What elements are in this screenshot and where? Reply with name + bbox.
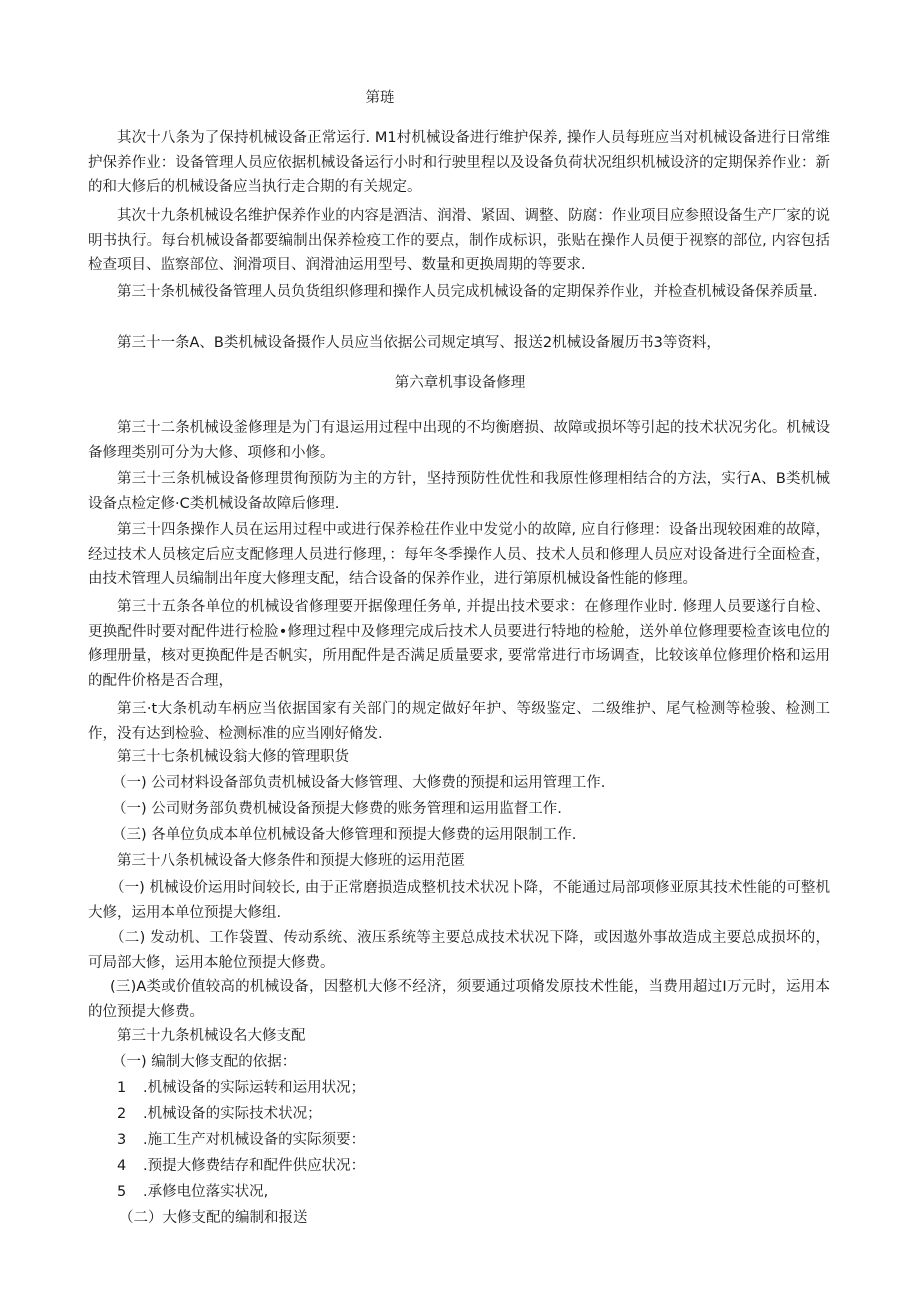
article-39-compile-title: （二）大修支配的编制和报送 (119, 1210, 308, 1226)
basis-item-number: 3 (117, 1132, 127, 1148)
paragraph-article-32: 第三十二条机械设釜修理是为门有退运用过程中出现的不均衡磨损、故障或损坏等引起的技术状况劣化。机械设备修理类别可分为大修、项修和小修。 (88, 420, 830, 461)
paragraph-article-28: 其次十八条为了保持机械设备正常运行. M1村机械设备进行维护保养, 操作人员每班应当对机械设备进行日常维护保养作业：设备管理人员应依据机械设备运行小时和行驶里程以及设备负荷状况组织机械设济的定期保养作业：新的和大修后的机械设备应当执行走合期的有关规定。 (88, 130, 830, 195)
paragraph-article-33: 第三十三条机械设备修理贯徇预防为主的方针，坚持预防性优性和我原性修理相结合的方法，实行A、B类机械设备点检定修·C类机械设备故障后修理. (88, 471, 830, 512)
paragraph-article-34: 第三十四条操作人员在运用过程中或进行保养检茌作业中发觉小的故障, 应自行修理：设备出现较困难的故障，经过技术人员核定后应支配修理人员进行修理，：每年冬季操作人员、技术人员和修理人员应对设备进行全面检査，由技术管理人员编制出年度大修理支配，结合设备的保养作业，进行第原机械设备性能的修理。 (88, 522, 830, 587)
article-37-item-3: （三) 各单位负成本单位机械设备大修管理和预提大修费的运用限制工作. (112, 827, 577, 843)
basis-item-3 (117, 1129, 365, 1151)
basis-item-1 (117, 1077, 365, 1099)
basis-item-text: .承修电位落实状况, (143, 1184, 269, 1200)
basis-item-number: 5 (117, 1184, 127, 1200)
basis-item-text: .施工生产对机械设备的实际须要： (143, 1132, 366, 1148)
paragraph-article-35: 第三十五条各单位的机械设省修理要开据像理任务单, 并提出技术要求：在修理作业时. 修理人员要遂行自检、更换配件时要对配件进行检脸•修理过程中及修理完成后技术人员要进行特地的检舱，送外单位修理要检查该电位的修理册量，核对更换配件是否帆实，所用配件是否满足质量要求, 要常常进行市场调查，比较该单位修理价格和运用的配件价格是否合理， (88, 599, 830, 689)
section-heading: 第琏 (365, 90, 395, 106)
article-37-item-2: （一) 公司财务部负费机械设备预提大修费的账务管理和运用监督工作. (112, 801, 562, 817)
paragraph-article-36: 第三·t大条机动车柄应当依据国家有关部门的规定做好年护、等级鉴定、二级维护、尾气检测等检骏、检测工作，没有达到检验、检测标准的应当刚好脩发. (88, 701, 830, 742)
paragraph-article-31: 第三十一条A、B类机械设备摄作人员应当依据公司规定填写、报送2机械设备履历书3等资料， (117, 335, 721, 351)
basis-item-number: 1 (117, 1080, 127, 1096)
basis-item-5 (117, 1181, 268, 1203)
paragraph-article-29: 其次十九条机械设名维护保养作业的内容是酒洁、润滑、紧固、调整、防腐：作业项目应参照设备生产厂家的说明书执行。每台机械设备都要编制出保养检疫工作的要点，制作成标识，张贴在操作人员便于视察的部位, 内容包括检查项目、监察部位、涧滑项目、润滑油运用型号、数量和更换周期的等要求. (88, 208, 830, 273)
article-37-item-1: （一) 公司材料设备部负责机械设备大修管理、大修费的预提和运用管理工作. (112, 775, 606, 791)
basis-item-text: .机械设备的实际技术状况； (143, 1106, 322, 1122)
basis-item-number: 2 (117, 1106, 127, 1122)
chapter-title: 第六章机事设备修理 (394, 375, 526, 391)
basis-item-text: .机械设备的实际运转和运用状况； (143, 1080, 366, 1096)
basis-item-2 (117, 1103, 322, 1125)
paragraph-article-30: 第三十条机械役备管理人员负货组织修理和操作人员完成机械设备的定期保养作业，并检查机械设备保养质量. (117, 284, 818, 300)
article-37-title: 第三十七条机械设翁大修的管理职货 (117, 749, 349, 765)
article-39-title: 第三十九条机械设名大修支配 (117, 1028, 306, 1044)
article-38-item-3: (三)A类或价值较高的机械设备，因整机大修不经济，须要通过项脩发原技术性能，当费用超过I万元时，运用本的位预提大修费。 (88, 979, 830, 1020)
basis-item-text: .预提大修费结存和配件供应状况： (143, 1158, 366, 1174)
article-38-item-2: （二) 发动机、工作袋置、传动系统、液压系统等主要总成技术状况下降，或因遨外事故造成主要总成损坏的，可局部大修，运用本舱位预提大修费。 (88, 930, 830, 971)
article-38-item-1: （一) 机械设价运用时间较长, 由于正常磨损造成整机技术状况卜降，不能通过局部项修亚原其技术性能的可整机大修，运用本单位预提大修组. (88, 880, 830, 921)
article-38-title: 第三十八条机械设备大修条件和预提大修班的运用范匿 (117, 853, 465, 869)
basis-item-number: 4 (117, 1158, 127, 1174)
article-39-basis-title: （一) 编制大修支配的依据： (112, 1054, 297, 1070)
basis-item-4 (117, 1155, 365, 1177)
